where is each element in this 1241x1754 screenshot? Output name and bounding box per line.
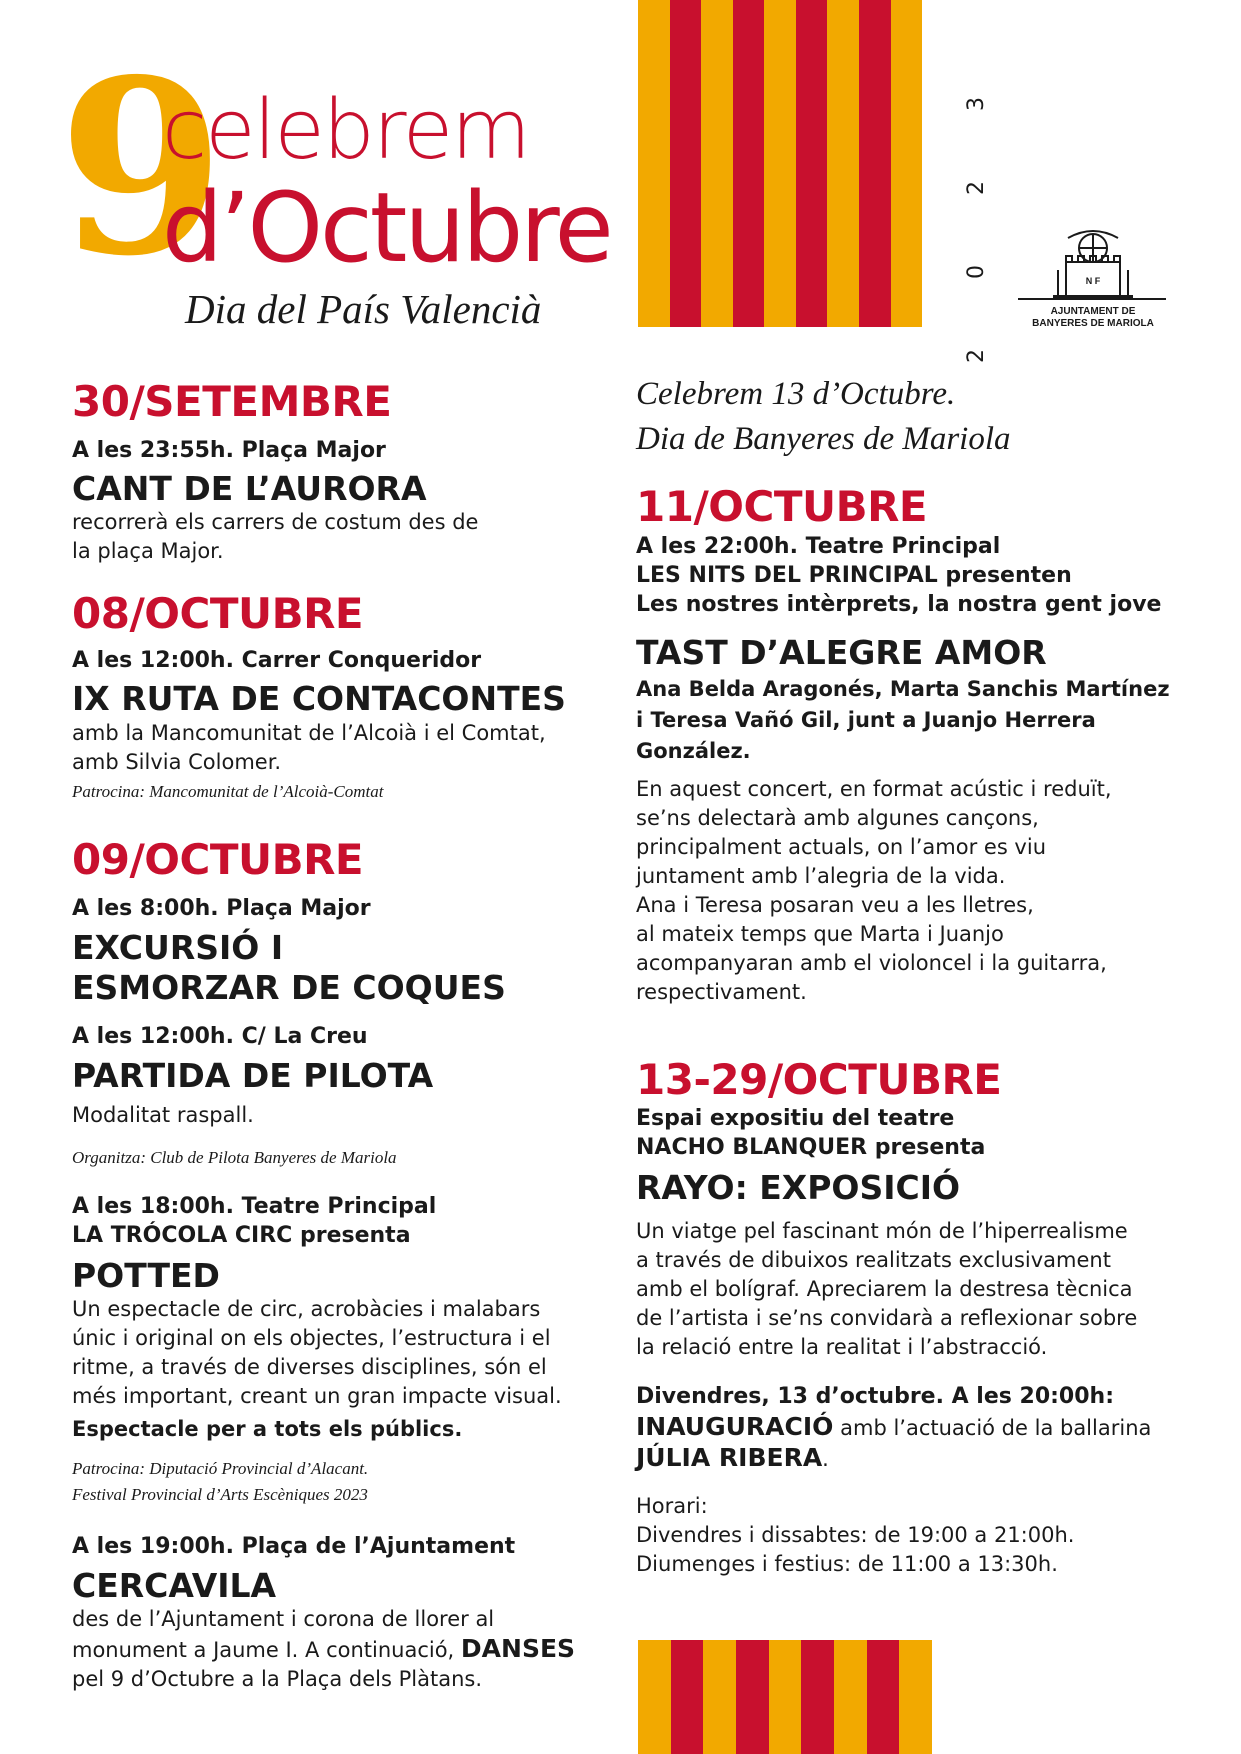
hours-line: Divendres i dissabtes: de 19:00 a 21:00h. bbox=[636, 1523, 1075, 1547]
senyera-flag-bottom bbox=[638, 1640, 932, 1754]
text-fragment: monument a Jaume I. A continuació, bbox=[72, 1638, 461, 1662]
text-line: al mateix temps que Marta i Juanjo bbox=[636, 922, 1004, 946]
text-line: Un espectacle de circ, acrobàcies i malabars bbox=[72, 1297, 541, 1321]
text-line bbox=[636, 1412, 1151, 1443]
text-fragment: . bbox=[822, 1447, 829, 1471]
event-when bbox=[72, 1192, 436, 1250]
date-08-octubre: 08/OCTUBRE bbox=[72, 589, 364, 638]
text-line: de l’artista i se’ns convidarà a reflexionar sobre bbox=[636, 1306, 1138, 1330]
event-title: RAYO: EXPOSICIÓ bbox=[636, 1168, 961, 1207]
crest-label-line: AJUNTAMENT DE bbox=[1050, 306, 1136, 317]
senyera-flag-top bbox=[638, 0, 922, 327]
when-line: NACHO BLANQUER presenta bbox=[636, 1135, 986, 1160]
text-line: Patrocina: Diputació Provincial d’Alacant. bbox=[72, 1459, 369, 1478]
big-nine: 9 bbox=[58, 27, 217, 309]
when-line: Les nostres intèrprets, la nostra gent jove bbox=[636, 592, 1162, 617]
text-line: únic i original on els objectes, l’estructura i el bbox=[72, 1326, 551, 1350]
text-line bbox=[72, 1634, 575, 1665]
year-vertical bbox=[962, 62, 992, 398]
date-30-setembre: 30/SETEMBRE bbox=[72, 377, 392, 426]
event-cast bbox=[636, 674, 1170, 767]
text-line: des de l’Ajuntament i corona de llorer al bbox=[72, 1607, 495, 1631]
subtitle: Dia del País Valencià bbox=[185, 286, 542, 332]
organizer-note: Organitza: Club de Pilota Banyeres de Mariola bbox=[72, 1148, 397, 1167]
event-description bbox=[72, 508, 478, 566]
event-title: TAST D’ALEGRE AMOR bbox=[636, 633, 1047, 672]
intro-heading bbox=[636, 372, 1011, 462]
when-line: LES NITS DEL PRINCIPAL presenten bbox=[636, 563, 1072, 588]
text-line: Ana i Teresa posaran veu a les lletres, bbox=[636, 893, 1034, 917]
text-line: recorrerà els carrers de costum des de bbox=[72, 510, 479, 534]
year-digit: 3 bbox=[964, 97, 989, 111]
event-when bbox=[636, 1104, 985, 1162]
when-line: A les 18:00h. Teatre Principal bbox=[72, 1194, 437, 1219]
title-celebrem: celebrem bbox=[162, 83, 530, 178]
event-description: Modalitat raspall. bbox=[72, 1103, 254, 1127]
event-when: A les 8:00h. Plaça Major bbox=[72, 896, 371, 921]
crest-divider bbox=[1018, 298, 1166, 300]
crest-label bbox=[1018, 306, 1168, 330]
intro-line: Dia de Banyeres de Mariola bbox=[636, 421, 1011, 457]
event-when: A les 23:55h. Plaça Major bbox=[72, 438, 386, 463]
text-line: respectivament. bbox=[636, 980, 807, 1004]
text-line: juntament amb l’alegria de la vida. bbox=[636, 864, 1006, 888]
event-title bbox=[72, 928, 506, 1008]
event-when: A les 12:00h. Carrer Conqueridor bbox=[72, 648, 482, 673]
intro-line: Celebrem 13 d’Octubre. bbox=[636, 376, 956, 412]
event-when: A les 12:00h. C/ La Creu bbox=[72, 1024, 368, 1049]
text-line: acompanyaran amb el violoncel i la guitarra, bbox=[636, 951, 1107, 975]
text-line: Festival Provincial d’Arts Escèniques 2023 bbox=[72, 1485, 368, 1504]
text-line: se’ns delectarà amb algunes cançons, bbox=[636, 806, 1039, 830]
date-09-octubre: 09/OCTUBRE bbox=[72, 835, 364, 884]
text-line: González. bbox=[636, 739, 751, 763]
event-when bbox=[636, 532, 1161, 619]
text-line: a través de dibuixos realitzats exclusivament bbox=[636, 1248, 1111, 1272]
audience-note: Espectacle per a tots els públics. bbox=[72, 1417, 463, 1441]
dancer-name: JÚLIA RIBERA bbox=[636, 1443, 823, 1472]
text-line bbox=[636, 1443, 1151, 1474]
title-octubre: d’Octubre bbox=[162, 172, 611, 284]
title-line: ESMORZAR DE COQUES bbox=[72, 968, 506, 1007]
text-line: la plaça Major. bbox=[72, 539, 224, 563]
text-line: la relació entre la realitat i l’abstracció. bbox=[636, 1335, 1048, 1359]
event-title: CANT DE L’AURORA bbox=[72, 469, 427, 508]
event-title: CERCAVILA bbox=[72, 1566, 277, 1605]
event-description bbox=[72, 719, 546, 777]
when-line: Espai expositiu del teatre bbox=[636, 1106, 955, 1131]
year-digit: 2 bbox=[964, 181, 989, 195]
year-digit: 0 bbox=[964, 265, 989, 279]
event-title: IX RUTA DE CONTACONTES bbox=[72, 679, 566, 718]
when-line: LA TRÓCOLA CIRC presenta bbox=[72, 1223, 411, 1248]
opening-when: Divendres, 13 d’octubre. A les 20:00h: bbox=[636, 1384, 1114, 1409]
event-description bbox=[72, 1295, 562, 1411]
text-line: amb la Mancomunitat de l’Alcoià i el Comtat, bbox=[72, 721, 546, 745]
text-line: més important, creant un gran impacte visual. bbox=[72, 1384, 562, 1408]
text-line: ritme, a través de diverses disciplines, són el bbox=[72, 1355, 547, 1379]
sponsor-note bbox=[72, 1456, 368, 1508]
text-line: Ana Belda Aragonés, Marta Sanchis Martínez bbox=[636, 677, 1170, 701]
dances-highlight: DANSES bbox=[460, 1634, 576, 1663]
event-description bbox=[636, 775, 1112, 1007]
text-line: amb Silvia Colomer. bbox=[72, 750, 282, 774]
date-13-29-octubre: 13-29/OCTUBRE bbox=[636, 1055, 1002, 1104]
hours-title: Horari: bbox=[636, 1494, 708, 1518]
event-title: PARTIDA DE PILOTA bbox=[72, 1056, 434, 1095]
opening-highlight: INAUGURACIÓ bbox=[636, 1412, 834, 1441]
event-description bbox=[72, 1605, 575, 1694]
crest-label-line: BANYERES DE MARIOLA bbox=[1032, 318, 1154, 329]
text-line: i Teresa Vañó Gil, junt a Juanjo Herrera bbox=[636, 708, 1096, 732]
date-11-octubre: 11/OCTUBRE bbox=[636, 482, 928, 531]
opening-description bbox=[636, 1412, 1151, 1474]
year-digit: 2 bbox=[964, 349, 989, 363]
text-line: En aquest concert, en format acústic i reduït, bbox=[636, 777, 1112, 801]
title-line: EXCURSIÓ I bbox=[72, 928, 284, 967]
text-line: principalment actuals, on l’amor es viu bbox=[636, 835, 1047, 859]
sponsor-note: Patrocina: Mancomunitat de l’Alcoià-Comtat bbox=[72, 782, 384, 801]
svg-text:N F: N F bbox=[1085, 276, 1101, 286]
hours-line: Diumenges i festius: de 11:00 a 13:30h. bbox=[636, 1552, 1058, 1576]
event-title: POTTED bbox=[72, 1256, 220, 1295]
text-line: Un viatge pel fascinant món de l’hiperrealisme bbox=[636, 1219, 1128, 1243]
event-description bbox=[636, 1217, 1137, 1362]
event-when: A les 19:00h. Plaça de l’Ajuntament bbox=[72, 1534, 516, 1559]
text-line: pel 9 d’Octubre a la Plaça dels Plàtans. bbox=[72, 1667, 482, 1691]
hours-block bbox=[636, 1492, 1074, 1579]
text-fragment: amb l’actuació de la ballarina bbox=[833, 1416, 1152, 1440]
text-line: amb el bolígraf. Apreciarem la destresa tècnica bbox=[636, 1277, 1133, 1301]
when-line: A les 22:00h. Teatre Principal bbox=[636, 534, 1001, 559]
